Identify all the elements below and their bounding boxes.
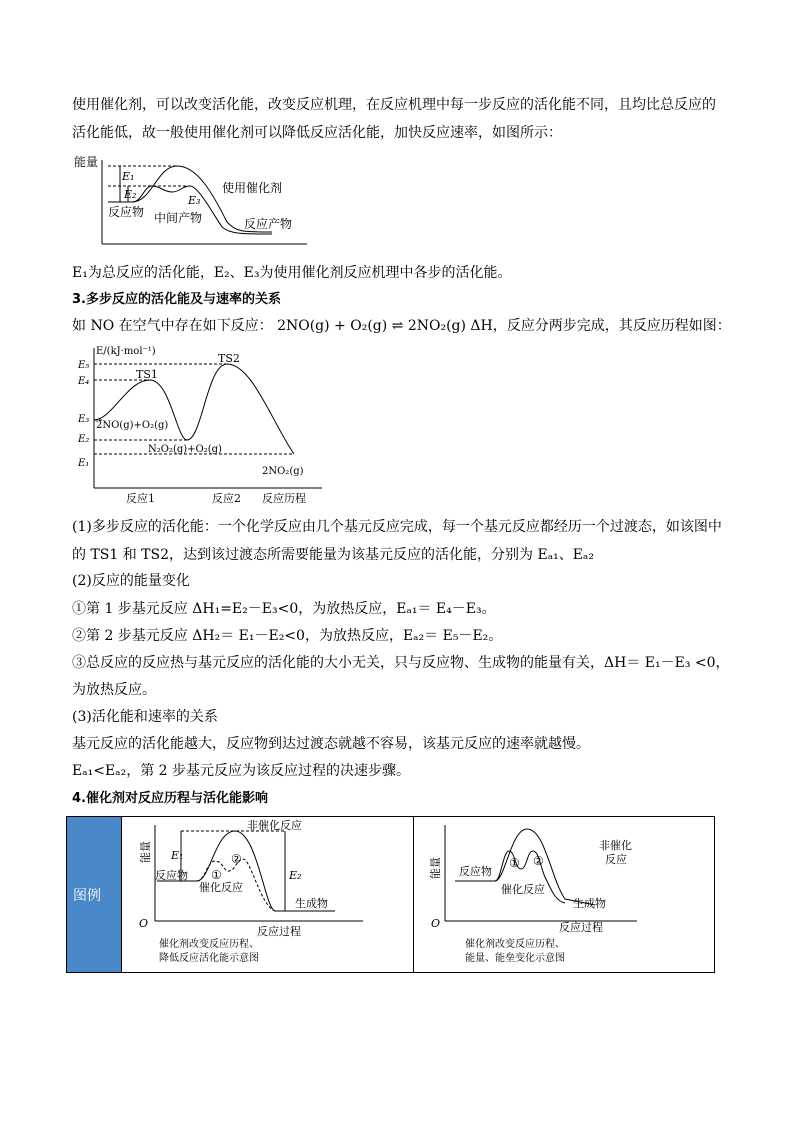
right-ylabel: 能量 [429,857,442,879]
fig1-e3: E₃ [188,194,201,207]
para-3a: 基元反应的活化能越大，反应物到达过渡态就越不容易，该基元反应的速率就越慢。 [72,736,590,752]
para-3b: Eₐ₁<Eₐ₂，第 2 步基元反应为该反应过程的决速步骤。 [72,763,411,779]
right-product: 生成物 [573,897,606,910]
fig1-e2: E₂ [124,188,137,201]
left-catalyst-figure [135,819,405,969]
right-origin: O [431,917,441,930]
step-3a: ③总反应的反应热与基元反应的活化能的大小无关，只与反应物、生成物的能量有关，ΔH＝ E₁－E₃ <0， [72,655,730,671]
left-e2: E₂ [289,869,302,882]
left-caption-1: 催化剂改变反应历程、 [159,939,259,950]
para-3: (3)活化能和速率的关系 [72,709,218,725]
fig2-e1: E₁ [78,458,90,469]
right-caption-2: 能量、能垒变化示意图 [465,953,565,964]
right-catalyst-figure [425,819,705,969]
fig2-e3: E₃ [78,414,90,425]
right-noncat-2: 反应 [605,853,627,866]
right-noncat-1: 非催化 [599,839,632,852]
intro-line-2: 活化能低，故一般使用催化剂可以降低反应活化能，加快反应速率，如图所示： [72,125,562,141]
fig2-e5: E₅ [78,360,90,371]
fig1-intermediate-label: 中间产物 [154,211,203,225]
right-step1: ① [509,856,520,870]
step-3b: 为放热反应。 [72,682,156,698]
fig2-e4: E₄ [78,376,90,387]
right-xlabel: 反应过程 [559,921,603,934]
left-origin: O [139,917,149,930]
fig2-ts1: TS1 [136,368,158,381]
fig2-state3: 2NO₂(g) [262,466,304,477]
left-cat-label: 催化反应 [199,881,243,894]
table-divider [413,817,414,972]
fig1-e1: E₁ [122,170,135,183]
fig2-x2: 反应2 [212,492,241,505]
fig2-yaxis: E/(kJ·mol⁻¹) [96,346,156,357]
left-step1: ① [211,868,222,882]
fig1-caption: E₁为总反应的活化能，E₂、E₃为使用催化剂反应机理中各步的活化能。 [72,265,512,281]
right-step2: ② [533,854,544,868]
fig1-product-label: 反应产物 [244,217,293,231]
fig1-catalyst-label: 使用催化剂 [222,181,283,195]
fig2-x3: 反应历程 [262,492,306,505]
multistep-energy-figure [72,342,332,507]
left-reactant: 反应物 [155,869,188,882]
left-e1: E₁ [171,849,184,862]
legend-table [66,816,715,973]
left-step2: ② [231,852,242,866]
right-reactant: 反应物 [459,865,492,878]
left-caption-2: 降低反应活化能示意图 [159,953,259,964]
section4-heading: 4.催化剂对反应历程与活化能影响 [72,791,268,806]
right-caption-1: 催化剂改变反应历程、 [465,939,565,950]
step-2: ②第 2 步基元反应 ΔH₂＝ E₁－E₂<0，为放热反应，Eₐ₂＝ E₅－E₂。 [72,628,503,644]
left-ylabel: 能量 [139,841,152,863]
catalyst-energy-figure [72,152,312,252]
fig1-ylabel: 能量 [74,155,99,169]
fig2-x1: 反应1 [126,492,155,505]
section3-heading: 3.多步反应的活化能及与速率的关系 [72,292,281,307]
right-cat-label: 催化反应 [501,883,545,896]
fig2-state1: 2NO(g)+O₂(g) [96,420,169,431]
section3-text: 如 NO 在空气中存在如下反应： 2NO(g) + O₂(g) ⇌ 2NO₂(g) ΔH，反应分两步完成，其反应历程如图： [72,318,731,334]
fig2-state2: N₂O₂(g)+O₂(g) [148,444,222,455]
para-1a: (1)多步反应的活化能：一个化学反应由几个基元反应完成，每一个基元反应都经历一个过渡态，如该图中 [72,519,722,535]
left-xlabel: 反应过程 [257,925,301,938]
fig2-e2: E₂ [78,434,90,445]
para-1b: 的 TS1 和 TS2，达到该过渡态所需要能量为该基元反应的活化能，分别为 Eₐ₁、Eₐ₂ [72,547,594,563]
left-noncat-label: 非催化反应 [247,819,302,832]
fig2-ts2: TS2 [218,352,240,365]
legend-header-label: 图例 [73,888,101,904]
step-1: ①第 1 步基元反应 ΔH₁=E₂－E₃<0，为放热反应，Eₐ₁＝ E₄－E₃。 [72,601,496,617]
left-product: 生成物 [295,897,328,910]
legend-header-cell [67,817,122,972]
fig1-reactant-label: 反应物 [108,205,145,219]
intro-line-1: 使用催化剂，可以改变活化能，改变反应机理，在反应机理中每一步反应的活化能不同，且均比总反应的 [72,97,716,113]
para-2: (2)反应的能量变化 [72,573,190,589]
